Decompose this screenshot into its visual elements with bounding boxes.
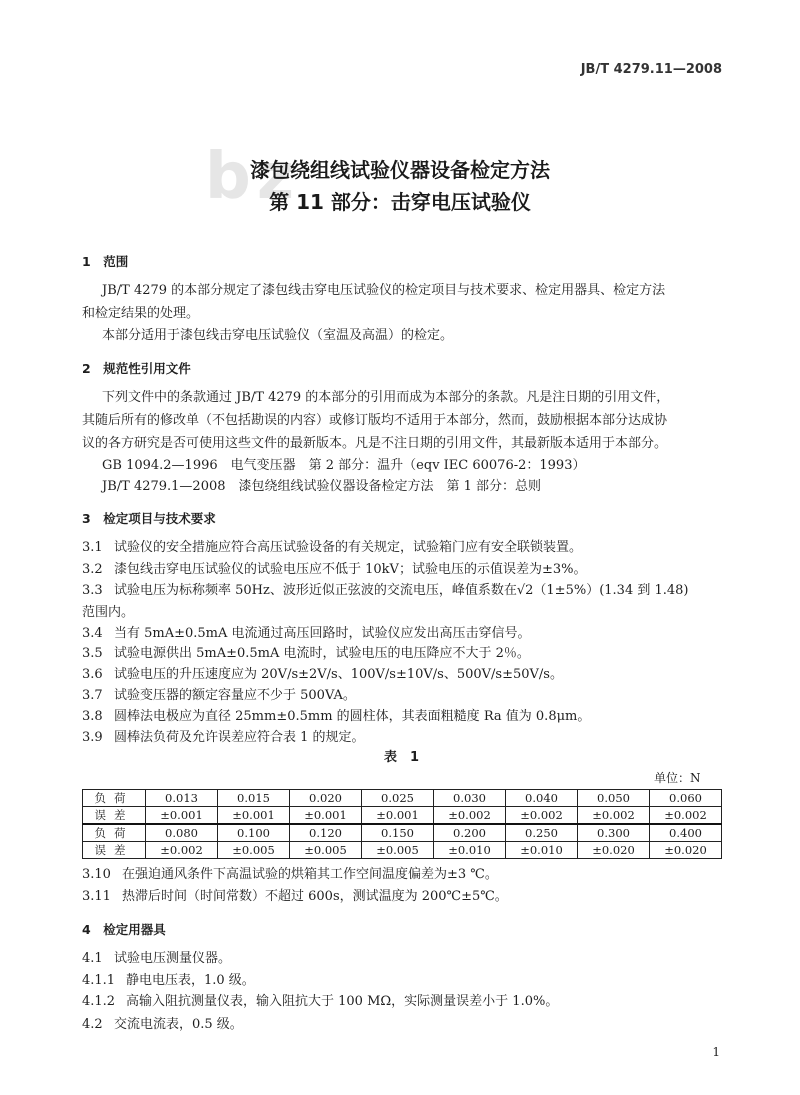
table-cell: ±0.010 <box>434 842 506 859</box>
section-4-heading: 4 检定用器具 <box>82 922 166 937</box>
table-cell: ±0.002 <box>146 842 218 859</box>
clause-text: 圆棒法负荷及允许误差应符合表 1 的规定。 <box>114 730 365 745</box>
clause-text: 当有 5mA±0.5mA 电流通过高压回路时，试验仪应发出高压击穿信号。 <box>114 626 531 641</box>
table-cell: ±0.005 <box>290 842 362 859</box>
table-cell: 0.050 <box>578 790 650 807</box>
table-cell: ±0.002 <box>578 807 650 825</box>
section-1-para-1: JB/T 4279 的本部分规定了漆包线击穿电压试验仪的检定项目与技术要求、检定用器具、检定方法 <box>102 283 666 298</box>
clause-number: 3.9 <box>82 730 103 745</box>
clause-number: 3.2 <box>82 562 103 577</box>
clause-text: 试验电压的升压速度应为 20V/s±2V/s、100V/s±10V/s、500V/s±50V/s。 <box>114 667 563 682</box>
table-cell: 0.120 <box>290 824 362 842</box>
table-row <box>83 807 722 825</box>
table-cell: 0.013 <box>146 790 218 807</box>
clause-text: 漆包线击穿电压试验仪的试验电压应不低于 10kV；试验电压的示值误差为±3%。 <box>114 562 587 577</box>
clause-number: 4.1 <box>82 951 103 966</box>
section-2-para-1-cont2: 议的各方研究是否可使用这些文件的最新版本。凡是不注日期的引用文件，其最新版本适用于本部分。 <box>82 436 668 451</box>
clause-number: 4.2 <box>82 1017 103 1032</box>
table-cell: ±0.001 <box>146 807 218 825</box>
table-cell: 0.030 <box>434 790 506 807</box>
clause-number: 3.4 <box>82 626 103 641</box>
table-cell: 0.020 <box>290 790 362 807</box>
standard-number: JB/T 4279.11—2008 <box>580 62 722 77</box>
table-cell: ±0.001 <box>218 807 290 825</box>
table-row <box>83 824 722 842</box>
clause-number: 3.11 <box>82 889 111 904</box>
table-cell: ±0.002 <box>434 807 506 825</box>
clause-number: 3.10 <box>82 867 111 882</box>
table-cell: 0.080 <box>146 824 218 842</box>
table-cell: 0.250 <box>506 824 578 842</box>
section-1-heading: 1 范围 <box>82 254 129 269</box>
clause-number: 3.7 <box>82 688 103 703</box>
table-1 <box>82 789 722 859</box>
clause-text: 试验电源供出 5mA±0.5mA 电流时，试验电压的电压降应不大于 2％。 <box>114 646 530 661</box>
clause-number: 3.8 <box>82 709 103 724</box>
table-row-label: 负荷 <box>83 824 146 842</box>
clause-number: 3.6 <box>82 667 103 682</box>
table-cell: ±0.020 <box>578 842 650 859</box>
section-1-para-2: 本部分适用于漆包线击穿电压试验仪（室温及高温）的检定。 <box>102 328 454 343</box>
table-row <box>83 842 722 859</box>
table-unit: 单位：N <box>654 771 701 785</box>
table-cell: 0.025 <box>362 790 434 807</box>
table-cell: 0.060 <box>650 790 722 807</box>
clause-text: 圆棒法电极应为直径 25mm±0.5mm 的圆柱体，其表面粗糙度 Ra 值为 0.8μm。 <box>114 709 591 724</box>
table-cell: ±0.010 <box>506 842 578 859</box>
table-cell: ±0.001 <box>362 807 434 825</box>
table-cell: 0.150 <box>362 824 434 842</box>
clause-text: 试验电压测量仪器。 <box>114 951 232 966</box>
section-2-heading: 2 规范性引用文件 <box>82 361 191 376</box>
table-cell: 0.015 <box>218 790 290 807</box>
clause-number: 3.5 <box>82 646 103 661</box>
table-row-label: 负荷 <box>83 790 146 807</box>
table-cell: 0.200 <box>434 824 506 842</box>
clause-number: 4.1.1 <box>82 973 116 988</box>
section-1-para-1-cont: 和检定结果的处理。 <box>82 306 200 321</box>
section-3-heading: 3 检定项目与技术要求 <box>82 511 216 526</box>
table-cell: ±0.002 <box>650 807 722 825</box>
section-2-para-1-cont: 其随后所有的修改单（不包括勘误的内容）或修订版均不适用于本部分，然而，鼓励根据本部分达成协 <box>82 413 668 428</box>
clause-text: 高输入阻抗测量仪表，输入阻抗大于 100 MΩ，实际测量误差小于 1.0%。 <box>126 994 559 1009</box>
clause-text: 交流电流表，0.5 级。 <box>114 1017 243 1032</box>
clause-text: 试验电压为标称频率 50Hz、波形近似正弦波的交流电压，峰值系数在√2（1±5%）(1.34 到 1.48) <box>114 583 689 598</box>
reference-1: GB 1094.2—1996 电气变压器 第 2 部分：温升（eqv IEC 60076-2：1993） <box>102 458 586 473</box>
table-cell: 0.100 <box>218 824 290 842</box>
table-cell: 0.400 <box>650 824 722 842</box>
table-cell: ±0.005 <box>218 842 290 859</box>
clause-number: 4.1.2 <box>82 994 116 1009</box>
table-title: 表 1 <box>384 750 420 765</box>
table-cell: 0.300 <box>578 824 650 842</box>
reference-2: JB/T 4279.1—2008 漆包绕组线试验仪器设备检定方法 第 1 部分：总则 <box>102 479 542 494</box>
document-title: 漆包绕组线试验仪器设备检定方法 <box>250 158 550 182</box>
table-cell: ±0.001 <box>290 807 362 825</box>
clause-number: 3.3 <box>82 583 103 598</box>
clause-text: 范围内。 <box>82 605 135 620</box>
clause-number: 3.1 <box>82 540 103 555</box>
clause-text: 试验仪的安全措施应符合高压试验设备的有关规定，试验箱门应有安全联锁装置。 <box>114 540 583 555</box>
table-cell: 0.040 <box>506 790 578 807</box>
table-row-label: 误差 <box>83 807 146 825</box>
table-row-label: 误差 <box>83 842 146 859</box>
table-row <box>83 790 722 807</box>
clause-text: 静电电压表，1.0 级。 <box>126 973 255 988</box>
page-number: 1 <box>712 1045 720 1059</box>
section-2-para-1: 下列文件中的条款通过 JB/T 4279 的本部分的引用而成为本部分的条款。凡是注日期的引用文件， <box>102 390 670 405</box>
document-subtitle: 第 11 部分：击穿电压试验仪 <box>269 190 531 214</box>
clause-text: 热滞后时间（时间常数）不超过 600s，测试温度为 200℃±5℃。 <box>122 889 508 904</box>
table-cell: ±0.002 <box>506 807 578 825</box>
watermark: bz <box>205 140 301 214</box>
clause-text: 试验变压器的额定容量应不少于 500VA。 <box>114 688 356 703</box>
table-cell: ±0.020 <box>650 842 722 859</box>
table-cell: ±0.005 <box>362 842 434 859</box>
clause-text: 在强迫通风条件下高温试验的烘箱其工作空间温度偏差为±3 ℃。 <box>122 867 498 882</box>
